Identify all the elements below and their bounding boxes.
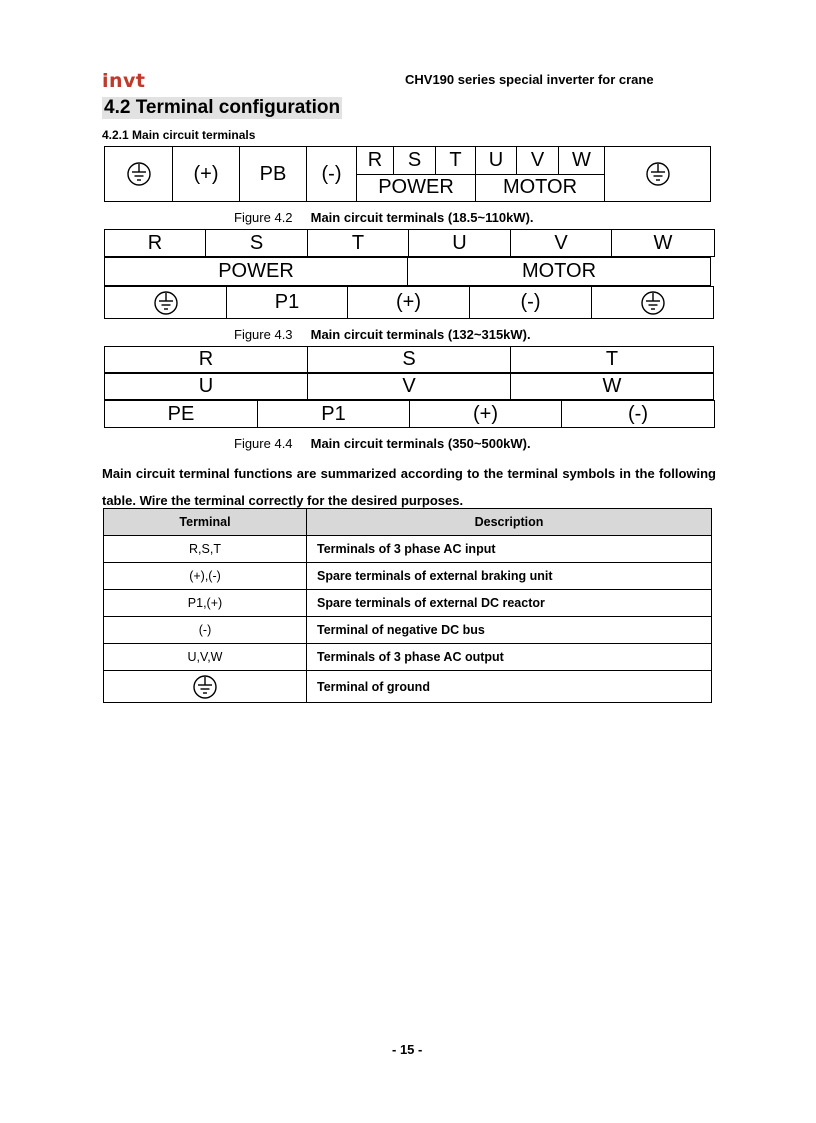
ground-symbol-icon [153, 290, 179, 316]
terminal-r: R [357, 147, 394, 175]
terminal-row [104, 229, 715, 257]
terminal-cell: P1,(+) [104, 590, 307, 617]
terminal-u: U [409, 230, 511, 257]
brand-logo: invt [102, 70, 146, 92]
power-group-label: POWER [105, 258, 408, 286]
ground-symbol-icon [192, 674, 218, 700]
terminal-p1: P1 [258, 401, 410, 428]
caption-text: Main circuit terminals (350~500kW). [310, 436, 531, 451]
group-row [104, 257, 711, 286]
motor-group-label: MOTOR [476, 174, 605, 202]
terminal-cell [104, 671, 307, 703]
terminal-s: S [206, 230, 308, 257]
terminal-u: U [476, 147, 517, 175]
terminal-t: T [436, 147, 476, 175]
description-cell: Terminals of 3 phase AC output [307, 644, 712, 671]
figure-4-4-terminal-block [104, 346, 710, 428]
terminal-minus: (-) [470, 287, 592, 319]
terminal-v: V [511, 230, 612, 257]
table-row [104, 617, 712, 644]
terminal-w: W [511, 374, 714, 400]
description-cell: Terminal of negative DC bus [307, 617, 712, 644]
figure-4-3-terminal-block [104, 229, 710, 319]
terminal-s: S [308, 347, 511, 373]
terminal-plus: (+) [410, 401, 562, 428]
motor-group-label: MOTOR [408, 258, 711, 286]
table-row [104, 536, 712, 563]
description-cell: Spare terminals of external DC reactor [307, 590, 712, 617]
figure-4-2-terminal-block [104, 146, 711, 202]
terminal-row [104, 400, 715, 428]
table-row [104, 590, 712, 617]
table-row [104, 644, 712, 671]
terminal-v: V [517, 147, 559, 175]
terminal-t: T [511, 347, 714, 373]
terminal-function-table [103, 508, 712, 703]
ground-symbol-icon [126, 161, 152, 187]
power-group-label: POWER [357, 174, 476, 202]
column-header-description: Description [307, 509, 712, 536]
document-title: CHV190 series special inverter for crane [405, 72, 654, 87]
terminal-s: S [394, 147, 436, 175]
figure-4-2-caption [234, 210, 534, 225]
ground-terminal-cell [105, 287, 227, 319]
terminal-r: R [105, 230, 206, 257]
table-header-row [104, 509, 712, 536]
terminal-w: W [612, 230, 715, 257]
ground-terminal-cell [105, 147, 173, 202]
table-row [104, 671, 712, 703]
ground-terminal-cell [605, 147, 711, 202]
terminal-row [104, 373, 714, 400]
ground-symbol-icon [645, 161, 671, 187]
terminal-cell: (+),(-) [104, 563, 307, 590]
terminal-v: V [308, 374, 511, 400]
terminal-plus: (+) [348, 287, 470, 319]
caption-number: Figure 4.3 [234, 327, 293, 342]
terminal-minus: (-) [562, 401, 715, 428]
terminal-p1: P1 [227, 287, 348, 319]
column-header-terminal: Terminal [104, 509, 307, 536]
intro-paragraph: Main circuit terminal functions are summarized according to the terminal symbols in the following table. Wire the terminal correctly for the desired purposes. [102, 466, 716, 508]
terminal-r: R [105, 347, 308, 373]
terminal-row [104, 346, 714, 373]
terminal-cell: R,S,T [104, 536, 307, 563]
terminal-t: T [308, 230, 409, 257]
terminal-plus: (+) [173, 147, 240, 202]
subsection-title: 4.2.1 Main circuit terminals [102, 128, 256, 142]
figure-4-4-caption [234, 436, 531, 451]
terminal-cell: U,V,W [104, 644, 307, 671]
terminal-row [104, 286, 714, 319]
table-row [104, 563, 712, 590]
section-title: 4.2 Terminal configuration [104, 97, 341, 118]
figure-4-3-caption [234, 327, 531, 342]
terminal-u: U [105, 374, 308, 400]
terminal-cell: (-) [104, 617, 307, 644]
terminal-minus: (-) [307, 147, 357, 202]
ground-symbol-icon [640, 290, 666, 316]
caption-text: Main circuit terminals (132~315kW). [310, 327, 531, 342]
page-number: - 15 - [392, 1042, 423, 1057]
terminal-pb: PB [240, 147, 307, 202]
description-cell: Terminal of ground [307, 671, 712, 703]
description-cell: Terminals of 3 phase AC input [307, 536, 712, 563]
terminal-w: W [559, 147, 605, 175]
caption-text: Main circuit terminals (18.5~110kW). [310, 210, 534, 225]
caption-number: Figure 4.4 [234, 436, 293, 451]
ground-terminal-cell [592, 287, 714, 319]
description-cell: Spare terminals of external braking unit [307, 563, 712, 590]
terminal-pe: PE [105, 401, 258, 428]
caption-number: Figure 4.2 [234, 210, 293, 225]
